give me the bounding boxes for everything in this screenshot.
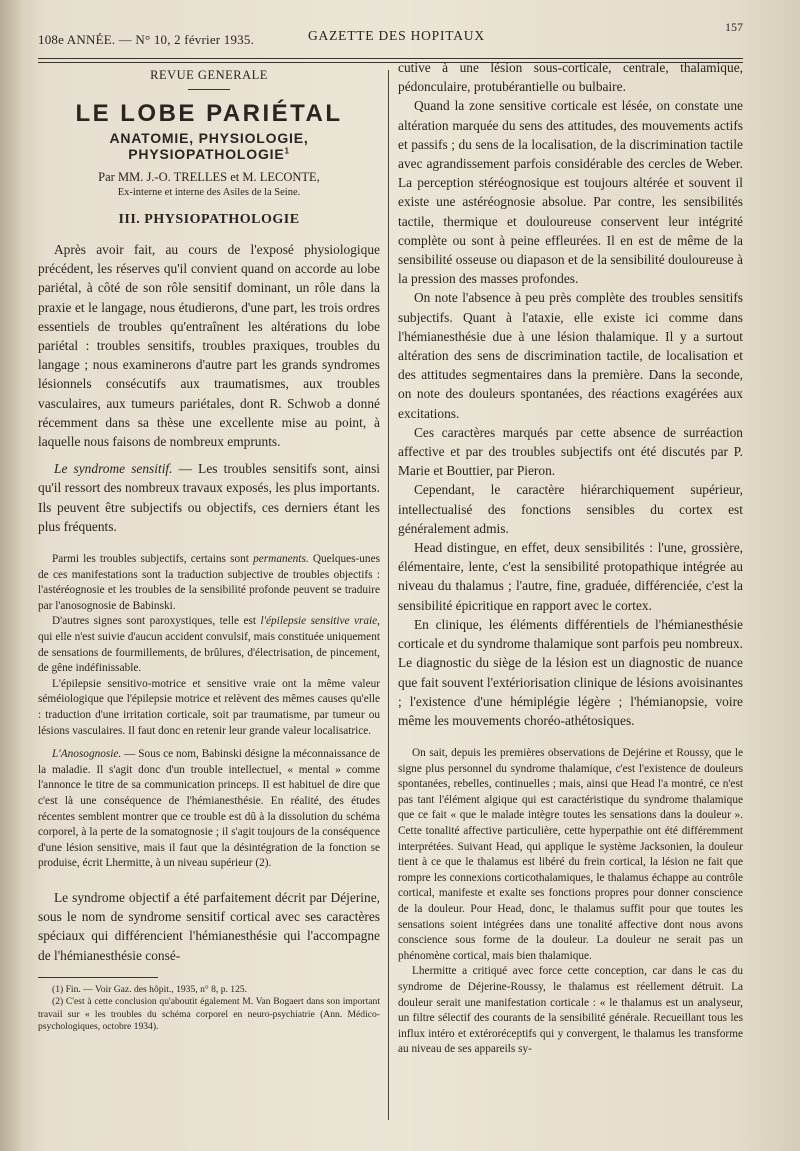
paragraph-lead: L'Anosognosie. — [52, 748, 122, 761]
paragraph-lead: Le syndrome sensitif. — [54, 461, 173, 477]
paragraph-dejerine-roussy: On sait, depuis les premières observations de Dejérine et Roussy, que le signe plus personnel du syndrome thalamique, c'est l'existence de douleurs spontanées, rebelles, continuelles ; mais, ainsi que Head l'a montré, ce n'est pas tant l'élément algique qui est caractéristique du syndrome thalamique que ce fait « que le malade intègre toutes les sensations dans la douleur ». Cette tonalité affective particulière, cette hyperpathie ont été différemment interprétées. Suivant Head, qui applique le système Jacksonien, la douleur tient à ce que le thalamus est libéré du frein cortical, la lésion ne fait que rompre les connexions corticothalamiques, le thalamus échappe au contrôle cortical, manifeste et exalte ses fonctions propres pour donner conscience de la douleur. Pour Head, donc, le thalamus suffit pour que toutes les sensations soient intégrées dans une tonalité affective dont nous avons conscience sous forme de la douleur. La douleur ne serait pas un phénomène cortical, mais bien thalamique. — [398, 747, 743, 962]
section-rule — [188, 89, 230, 90]
journal-title: GAZETTE DES HOPITAUX — [308, 28, 485, 43]
article-title: LE LOBE PARIÉTAL — [75, 100, 343, 127]
paragraph-emphasis: l'épilepsie sensitive vraie, — [260, 615, 380, 628]
paragraph-text: Parmi les troubles subjectifs, certains sont — [52, 553, 254, 566]
issue-info: 108e ANNÉE. — N° 10, 2 février 1935. — [38, 32, 255, 47]
article-authors: Par MM. J.-O. TRELLES et M. LECONTE, — [98, 170, 320, 184]
paragraph-clinique: En clinique, les éléments différentiels de l'hémianesthésie corticale et du syndrome thalamique sont parfois peu nombreux. Le diagnostic du siège de la lésion est un diagnostic de nuance que fait souvent l'extériorisation clinique de lésions avoisinantes ; l'existence d'une hémiplégie légère ; l'hémianopsie, voire même les mouvements choréo-athétosiques. — [398, 616, 743, 728]
section-label: REVUE GENERALE — [150, 68, 268, 82]
paragraph-syndrome-sensitif — [38, 459, 380, 536]
paragraph-ataxie: On note l'absence à peu près complète des troubles sensitifs subjectifs. Quant à l'ataxie, elle existe ici comme dans l'hémianesthésie due à une lésion thalamique. Il y a surtout altération des sens de discrimination tactile, de localisation et des attitudes segmentaires dans la première. Dans la seconde, on note des douleurs spontanées, des réactions exagérées aux excitations. — [398, 290, 743, 421]
footnote-2: (2) C'est à cette conclusion qu'aboutit également M. Van Bogaert dans son important travail sur « les troubles du schéma corporel en neuro-psychiatrie (Ann. Médico-psychologiques, octobre 1934). — [38, 996, 380, 1032]
paragraph-caracteres: Ces caractères marqués par cette absence de surréaction affective et par des troubles subjectifs ont été discutés par P. Marie et Bouttier, par Pieron. — [398, 424, 743, 479]
paragraph-paroxystiques — [38, 614, 380, 676]
paragraph-anosognosie — [38, 747, 380, 872]
paragraph-text: qui elle n'est suivie d'aucun accident convulsif, mais constituée uniquement de sensations de fourmillements, de brûlures, d'électrisation, de pincement, de gêne indéfinissable. — [38, 631, 380, 675]
paragraph-lhermitte: Lhermitte a critiqué avec force cette conception, car dans le cas du syndrome de Déjerine-Roussy, le thalamus est réellement détruit. La douleur serait une manifestation corticale : « le thalamus est un analyseur, un filtre sélectif des courants de la sensibilité générale. Recueillant tous les influx intéro et extéroréceptifs qui y convergent, le thalamus les transforme au niveau de ses appareils sy- — [398, 965, 743, 1056]
page-number: 157 — [725, 20, 743, 34]
paragraph-subjectifs — [38, 552, 380, 614]
paragraph-epilepsie: L'épilepsie sensitivo-motrice et sensitive vraie ont la même valeur séméiologique que l'épilepsie motrice et relèvent des mêmes causes qu'elle : traduction d'une irritation corticale, soit par traumatisme, par tumeur ou lésions vasculaires. Il faut donc en retenir leur grande valeur localisatrice. — [38, 677, 380, 737]
paragraph-emphasis: permanents. — [253, 553, 309, 566]
paragraph-head: Head distingue, en effet, deux sensibilités : l'une, grossière, élémentaire, lente, c'est la sensibilité protopathique intégrée au niveau du thalamus ; l'autre, fine, graduée, différenciée, c'est la sensibilité épicritique en rapport avec le cortex. — [398, 540, 743, 613]
subtitle-text: ANATOMIE, PHYSIOLOGIE, PHYSIOPATHOLOGIE — [109, 130, 309, 162]
part-heading: III. PHYSIOPATHOLOGIE — [118, 212, 300, 227]
right-column — [398, 58, 743, 1058]
column-divider — [388, 70, 389, 1120]
paragraph-text: Quelques-unes de ces manifestations sont la traduction subjective de troubles objectifs : l'astéréognosie et les troubles de la sensibilité profonde peuvent se traduire par l'anosognosie de Babinski. — [38, 553, 380, 612]
page-header — [38, 20, 743, 50]
article-subtitle — [38, 130, 380, 162]
paragraph-intro: Après avoir fait, au cours de l'exposé physiologique précédent, les réserves qu'il convient quand on accorde au lobe pariétal, à côté de son rôle sensitif dominant, un rôle dans la praxie et le langage, nous étudierons, d'une part, les trois ordres essentiels de troubles qu'entraînent les altérations du lobe pariétal : troubles sensitifs, troubles praxiques, troubles du langage ; nous examinerons d'autre part les grands syndromes lésionnels consécutifs aux traumatismes, aux troubles vasculaires, aux tumeurs pariétales, dont R. Schwob a donné récemment dans sa thèse une excellente mise au point, à laquelle nous faisons de nombreux emprunts. — [38, 242, 380, 450]
authors-affiliation: Ex-interne et interne des Asiles de la Seine. — [117, 187, 301, 198]
paragraph-text: D'autres signes sont paroxystiques, telle est — [52, 615, 261, 628]
paragraph-text: — Les troubles sensitifs sont, ainsi qu'il ressort des nombreux travaux exposés, les plus importants. Ils peuvent être subjectifs ou objectifs, ces derniers étant les plus fréquents. — [38, 461, 380, 534]
left-column — [38, 68, 380, 1033]
paragraph-text: — Sous ce nom, Babinski désigne la méconnaissance de la maladie. Il s'agit donc d'un trouble intellectuel, « mental » comme l'annonce le titre de sa communication princeps. Il est habituel de dire que c'est là une conséquence de l'hémianesthésie. En réalité, des études récentes semblent montrer que ce trouble est dû à la dissolution du schéma corporel, à la perte de la somatognosie ; il s'agit toujours de la conséquence d'une lésion sensitive, mais il faut que la désintégration de la fonction se produise, écrit Lhermitte, à un niveau supérieur (2). — [38, 748, 380, 870]
paragraph-zone-sensitive: Quand la zone sensitive corticale est lésée, on constate une altération marquée du sens des attitudes, des mouvements actifs et passifs ; du sens de la localisation, de la discrimination tactile avec agrandissement parfois considérable des cercles de Weber. La perception stéréognosique est toujours altérée et souvent il existe une astéréognosie absolue. Par contre, les sensibilités tactile, thermique et douloureuse conservent leur intégrité complète ou sont à peine effleurées. Il en est de même de la sensibilité osseuse ou diapason et de la sensibilité douloureuse à la pression des masses profondes. — [398, 98, 743, 287]
footnote-1: (1) Fin. — Voir Gaz. des hôpit., 1935, n° 8, p. 125. — [52, 983, 248, 995]
paragraph-hierarchique: Cependant, le caractère hiérarchiquement supérieur, intellectualisé des fonctions sensibles du cortex est généralement admis. — [398, 482, 743, 536]
subtitle-footnote-ref: 1 — [284, 146, 290, 156]
paragraph-continuation: cutive à une lésion sous-corticale, centrale, thalamique, pédonculaire, protubérantielle ou bulbaire. — [398, 60, 743, 95]
paragraph-syndrome-objectif: Le syndrome objectif a été parfaitement décrit par Déjerine, sous le nom de syndrome sensitif cortical avec ses caractères spéciaux qui différencient l'hémianesthésie qui l'accompagne de l'hémianesthésie consé- — [38, 889, 380, 963]
footnote-rule — [38, 977, 158, 978]
